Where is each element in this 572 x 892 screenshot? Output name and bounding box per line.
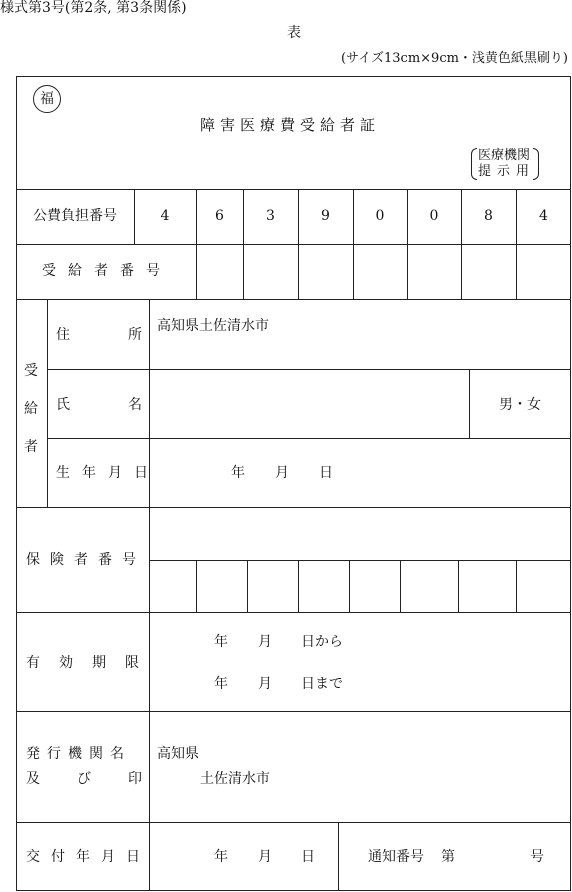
row-divider [16, 507, 571, 508]
row-divider [16, 189, 571, 190]
validity-from-month: 月 [258, 634, 272, 650]
name-label: 氏名 [56, 397, 200, 413]
welfare-mark: 福 [33, 85, 61, 113]
presentation-label-line2: 提示用 [478, 164, 536, 179]
validity-from-day: 日から [301, 634, 343, 650]
notice-dai: 第 [441, 849, 455, 865]
col-divider [349, 560, 350, 612]
insurer-number-label: 保険者番号 [26, 552, 146, 568]
issue-month: 月 [258, 849, 272, 865]
row-divider [16, 244, 571, 245]
col-divider [47, 299, 48, 507]
col-divider [407, 189, 408, 299]
col-divider [400, 560, 401, 612]
address-value: 高知県土佐清水市 [157, 318, 269, 334]
col-divider [353, 189, 354, 299]
row-divider [16, 299, 571, 300]
birth-year: 年 [231, 465, 245, 481]
public-burden-digit: 9 [321, 208, 330, 224]
col-divider [338, 822, 339, 891]
row-divider [16, 822, 571, 823]
public-burden-digit: 0 [375, 208, 385, 224]
validity-from-year: 年 [214, 634, 228, 650]
public-burden-digit: 4 [160, 208, 170, 224]
birth-month: 月 [275, 465, 289, 481]
public-burden-digit: 4 [539, 208, 548, 224]
row-divider [16, 711, 571, 712]
col-divider [516, 560, 517, 612]
issuer-label-line1: 発行機関名 [26, 746, 131, 762]
presentation-label-line1: 医療機関 [478, 148, 531, 163]
public-burden-digit: 0 [429, 208, 439, 224]
sex-selector: 男・女 [499, 397, 541, 413]
form-number: 様式第3号(第2条, 第3条関係) [0, 0, 187, 16]
col-divider [149, 299, 150, 891]
issuer-prefecture: 高知県 [157, 746, 199, 762]
col-divider [243, 189, 244, 299]
col-divider [298, 560, 299, 612]
public-burden-digit: 6 [215, 208, 224, 224]
col-divider [298, 189, 299, 299]
issue-date-label: 交付年月日 [26, 849, 151, 865]
card-title: 障害医療費受給者証 [200, 116, 381, 134]
public-burden-label: 公費負担番号 [33, 208, 117, 224]
col-divider [196, 189, 197, 299]
address-label: 住所 [56, 327, 200, 343]
col-divider [461, 189, 462, 299]
side-label: 表 [287, 25, 301, 41]
col-divider [458, 560, 459, 612]
issuer-label-line2: 及び印 [26, 771, 179, 787]
validity-to-year: 年 [214, 676, 228, 692]
validity-to-month: 月 [258, 676, 272, 692]
birth-date-label: 生年月日 [56, 465, 160, 481]
public-burden-digit: 8 [484, 208, 493, 224]
recipient-group-label: 受給者 [24, 363, 38, 455]
public-burden-digit: 3 [266, 208, 275, 224]
validity-to-day: 日まで [301, 676, 343, 692]
presentation-label [471, 148, 539, 182]
row-divider [149, 560, 571, 561]
birth-day: 日 [319, 465, 333, 481]
col-divider [247, 560, 248, 612]
row-divider [16, 612, 571, 613]
row-divider [47, 369, 571, 370]
notice-go: 号 [530, 849, 544, 865]
issuer-city: 土佐清水市 [200, 771, 270, 787]
col-divider [516, 189, 517, 299]
certificate-card [16, 76, 571, 891]
validity-label: 有効期限 [26, 655, 158, 671]
card-spec: (サイズ13cm×9cm・浅黄色紙黒刷り) [340, 51, 568, 66]
recipient-number-label: 受給者番号 [42, 263, 172, 279]
issue-year: 年 [214, 849, 228, 865]
issue-day: 日 [301, 849, 315, 865]
notice-number-label: 通知番号 [368, 849, 424, 865]
row-divider [47, 438, 571, 439]
col-divider [196, 560, 197, 612]
